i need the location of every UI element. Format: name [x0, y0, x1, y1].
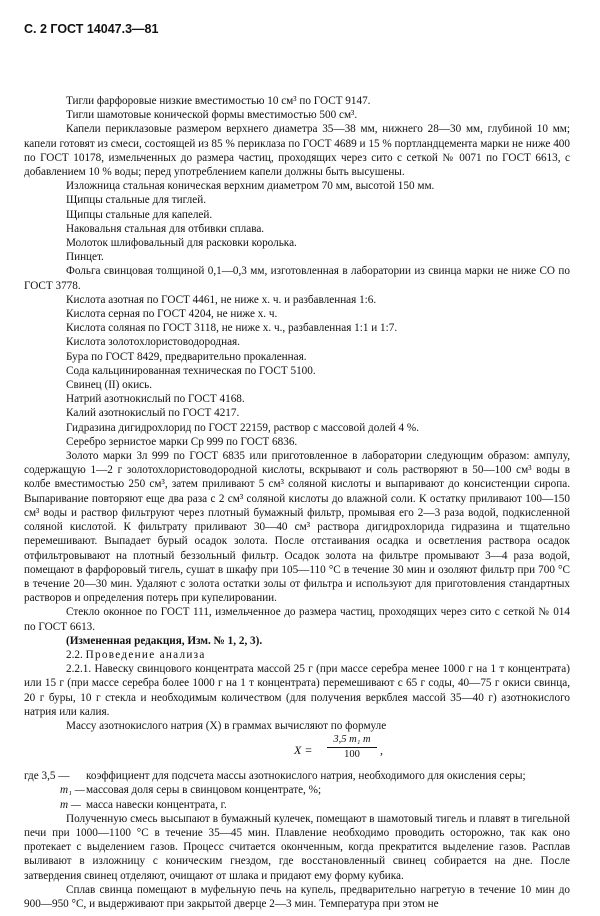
where-item [24, 769, 570, 783]
document-body [24, 94, 570, 911]
paragraph: Капели периклазовые размером верхнего диаметра 35—38 мм, нижнего 28—30 мм, глубиной 10 мм; капели готовят из смеси, состоящей из 85 % периклаза по ГОСТ 4689 и 15 % портландцемента марки не ниже 400 по ГОСТ 10178, измельченных до размера частиц, проходящих через сито с сеткой № 0071 по ГОСТ 6613, с добавлением 10 % воды; перед употреблением капели должны быть высушены. [24, 123, 570, 179]
formula-numerator: 3,5 m₁ m [327, 733, 377, 748]
paragraph: Тигли шамотовые конической формы вместимостью 500 см³. [66, 109, 358, 122]
paragraph: Наковальня стальная для отбивки сплава. [66, 222, 265, 235]
section-title: Проведение анализа [85, 648, 206, 661]
paragraph: Кислота азотная по ГОСТ 4461, не ниже х. ч. и разбавленная 1:6. [66, 293, 377, 306]
where-symbol: m — [60, 798, 81, 811]
paragraph: Фольга свинцовая толщиной 0,1—0,3 мм, изготовленная в лаборатории из свинца марки не ниже СО по ГОСТ 3778. [24, 265, 570, 292]
paragraph: Кислота соляная по ГОСТ 3118, не ниже х. ч., разбавленная 1:1 и 1:7. [66, 322, 398, 335]
formula [24, 733, 570, 769]
formula-tail: , [380, 743, 383, 758]
where-lead: где [24, 770, 39, 783]
amendment-note: (Измененная редакция, Изм. № 1, 2, 3). [66, 634, 263, 647]
where-text: масса навески концентрата, г. [86, 798, 227, 811]
paragraph: Серебро зернистое марки Ср 999 по ГОСТ 6836. [66, 435, 298, 448]
paragraph: Массу азотнокислого натрия (X) в граммах вычисляют по формуле [66, 719, 387, 732]
where-symbol: m₁ — [60, 784, 85, 797]
paragraph: Изложница стальная коническая верхним диаметром 70 мм, высотой 150 мм. [66, 180, 435, 193]
formula-denominator: 100 [344, 749, 360, 761]
paragraph: Бура по ГОСТ 8429, предварительно прокаленная. [66, 350, 307, 363]
paragraph: Золото марки Зл 999 по ГОСТ 6835 или приготовленное в лаборатории следующим образом: ампулу, содержащую 1—2 г золотохлористоводородной кислоты, вскрывают и соль растворяют в 50—100 см³ воды в колбе вместимостью 250 см³, затем приливают 5 см³ соляной кислоты и выпаривают до консистенции сиропа. Выпаривание повторяют еще два раза с 2 см³ соляной кислоты до влажной соли. К остатку приливают 100—150 см³ воды и раствор фильтруют через плотный бумажный фильтр, промывая его 2—3 раза водой, подкисленной соляной кислотой. К фильтрату приливают 30—40 см³ раствора дигидрохлорида гидразина и тщательно перемешивают. Выпадает бурый осадок золота. После отстаивания осадка и осветления раствора осадок отфильтровывают на плотный беззольный фильтр. Осадок золота на фильтре промывают 3—4 раза водой, помещают в фарфоровый тигель, сушат в шкафу при 105—110 °С в течение 30 мин и озоляют фильтр при 700 °С в течение 20—30 мин. Удаляют с золота остатки золы от фильтра и используют для приготовления стандартных растворов и определения потерь при купелировании. [24, 450, 570, 605]
where-symbol: 3,5 — [41, 770, 70, 783]
paragraph: Пинцет. [66, 251, 104, 264]
paragraph: Кислота золотохлористоводородная. [66, 336, 240, 349]
formula-lhs: X = [294, 743, 313, 758]
where-item [24, 798, 570, 812]
paragraph: Гидразина дигидрохлорид по ГОСТ 22159, раствор с массовой долей 4 %. [66, 421, 419, 434]
paragraph: Щипцы стальные для капелей. [66, 208, 213, 221]
paragraph: Натрий азотнокислый по ГОСТ 4168. [66, 393, 245, 406]
where-item [24, 783, 570, 797]
where-key [24, 769, 86, 783]
where-text: массовая доля серы в свинцовом концентрате, %; [86, 784, 322, 797]
paragraph: Кислота серная по ГОСТ 4204, не ниже х. ч. [66, 308, 278, 321]
paragraph: 2.2.1. Навеску свинцового концентрата массой 25 г (при массе серебра менее 1000 г на 1 т концентрата) или 15 г (при массе серебра более 1000 г на 1 т концентрата) перемешивают с 65 г соды, 40—75 г окиси свинца, 20 г буры, 10 г стекла и необходимым количеством (для получения веркблея массой 35—40 г) азотнокислого натрия или калия. [24, 663, 570, 718]
paragraph: Полученную смесь высыпают в бумажный кулечек, помещают в шамотовый тигель и плавят в тигельной печи при 1000—1100 °С в течение 35—45 мин. Плавление необходимо проводить осторожно, так как оно протекает с выделением газов. Процесс считается оконченным, когда прекратится выделение газов. Расплав выливают в изложницу с коническим гнездом, где восстановленный свинец собирается на дне. После затвердения свинец отделяют, очищают от шлака и придают ему форму кубика. [24, 812, 570, 882]
paragraph: Тигли фарфоровые низкие вместимостью 10 см³ по ГОСТ 9147. [66, 95, 371, 107]
section-heading [24, 648, 570, 662]
where-text: коэффициент для подсчета массы азотнокислого натрия, необходимого для окисления серы; [86, 770, 526, 783]
paragraph: Стекло оконное по ГОСТ 111, измельченное до размера частиц, проходящих через сито с сеткой № 014 по ГОСТ 6613. [24, 606, 570, 633]
section-number: 2.2. [66, 648, 83, 661]
paragraph: Щипцы стальные для тиглей. [66, 194, 207, 207]
paragraph: Сплав свинца помещают в муфельную печь на купель, предварительно нагретую в течение 10 мин до 900—950 °С, и выдерживают при закрытой дверце 2—3 мин. Температура при этом не [24, 883, 570, 910]
paragraph: Калий азотнокислый по ГОСТ 4217. [66, 407, 240, 420]
formula-fraction [327, 733, 377, 762]
paragraph: Молоток шлифовальный для расковки королька. [66, 237, 297, 250]
page-header: С. 2 ГОСТ 14047.3—81 [24, 22, 159, 36]
paragraph: Сода кальцинированная техническая по ГОСТ 5100. [66, 364, 316, 377]
paragraph: Свинец (II) окись. [66, 379, 153, 392]
